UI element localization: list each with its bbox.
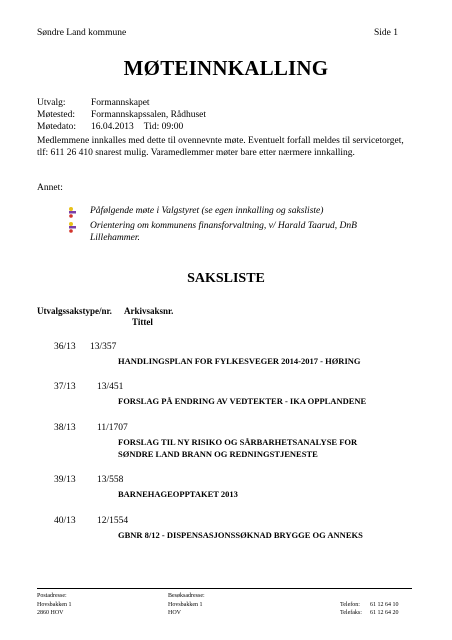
case-number: 38/13 [54,423,76,433]
footer-fax [340,609,399,618]
list-item-text: Orientering om kommunens finansforvaltning, v/ Harald Taarud, DnB Lillehammer. [90,221,357,243]
case-title: BARNEHAGEOPPTAKET 2013 [118,489,238,499]
bullet-icon [68,221,78,233]
meta-label-tid: Tid: [143,122,160,132]
footer-label: Telefon: [340,601,360,608]
column-header-tittel: Tittel [132,317,153,327]
footer-label: Telefaks: [340,610,362,616]
case-archive: 13/451 [97,382,124,392]
footer-value: Hovsbakken 1 [168,601,203,608]
meta-row-motedato [37,121,206,133]
footer-value: Hovsbakken 1 [37,601,72,608]
footer-value: 61 12 64 10 [370,601,399,608]
footer-contact [340,592,399,618]
list-item [68,205,368,218]
case-number: 40/13 [54,516,76,526]
case-number: 39/13 [54,475,76,485]
annet-list [68,205,368,246]
list-item [68,220,368,244]
footer-value: 2860 HOV [37,610,64,616]
meta-label: Møtedato: [37,122,77,132]
annet-label: Annet: [37,183,63,193]
case-archive: 13/558 [97,475,124,485]
meta-row-utvalg [37,97,206,109]
footer-label: Postadresse: [37,593,67,599]
case-archive: 12/1554 [97,516,129,526]
meta-label: Utvalg: [37,98,66,108]
case-number: 37/13 [54,382,76,392]
footer-phone [340,601,399,610]
meta-row-motested [37,109,206,121]
meeting-meta [37,97,206,133]
case-number: 36/13 [54,342,76,352]
header-page-number: Side 1 [373,28,398,38]
case-archive: 11/1707 [97,423,128,433]
footer-postadresse [37,592,72,618]
meta-value-motested: Formannskapssalen, Rådhuset [91,110,207,120]
case-title: FORSLAG TIL NY RISIKO OG SÅRBARHETSANALYSE FOR SØNDRE LAND BRANN OG REDNINGSTJENESTE [118,437,358,459]
meta-label: Møtested: [37,110,75,120]
header-organization: Søndre Land kommune [37,28,127,38]
meta-value-tid: 09:00 [161,122,184,132]
case-title: GBNR 8/12 - DISPENSASJONSSØKNAD BRYGGE OG ANNEKS [118,530,363,540]
column-headers [37,306,173,328]
page-title: MØTEINNKALLING [123,56,329,80]
meta-value-motedato: 16.04.2013 [91,122,134,132]
intro-paragraph: Medlemmene innkalles med dette til ovennevnte møte. Eventuelt forfall meldes til servicetorget, tlf: 611 26 410 snarest mulig. Varamedlemmer møter bare etter nærmere innkalling. [37,136,404,158]
case-title: FORSLAG PÅ ENDRING AV VEDTEKTER - IKA OPPLANDENE [118,396,367,406]
list-item-text: Påfølgende møte i Valgstyret (se egen innkalling og saksliste) [90,206,324,216]
footer-label: Besøksadresse: [168,593,205,599]
bullet-icon [68,206,78,218]
column-header-arkiv: Arkivsaksnr. [124,306,174,316]
footer-besoksadresse [168,592,205,618]
case-title: HANDLINGSPLAN FOR FYLKESVEGER 2014-2017 - HØRING [118,356,361,366]
footer-divider [37,588,412,589]
footer-value: HOV [168,610,181,616]
meta-value-utvalg: Formannskapet [91,98,150,108]
case-archive: 13/357 [90,342,117,352]
column-header-type: Utvalgssakstype/nr. [37,306,112,316]
footer-value: 61 12 64 20 [370,610,399,616]
saksliste-heading: SAKSLISTE [187,271,265,286]
